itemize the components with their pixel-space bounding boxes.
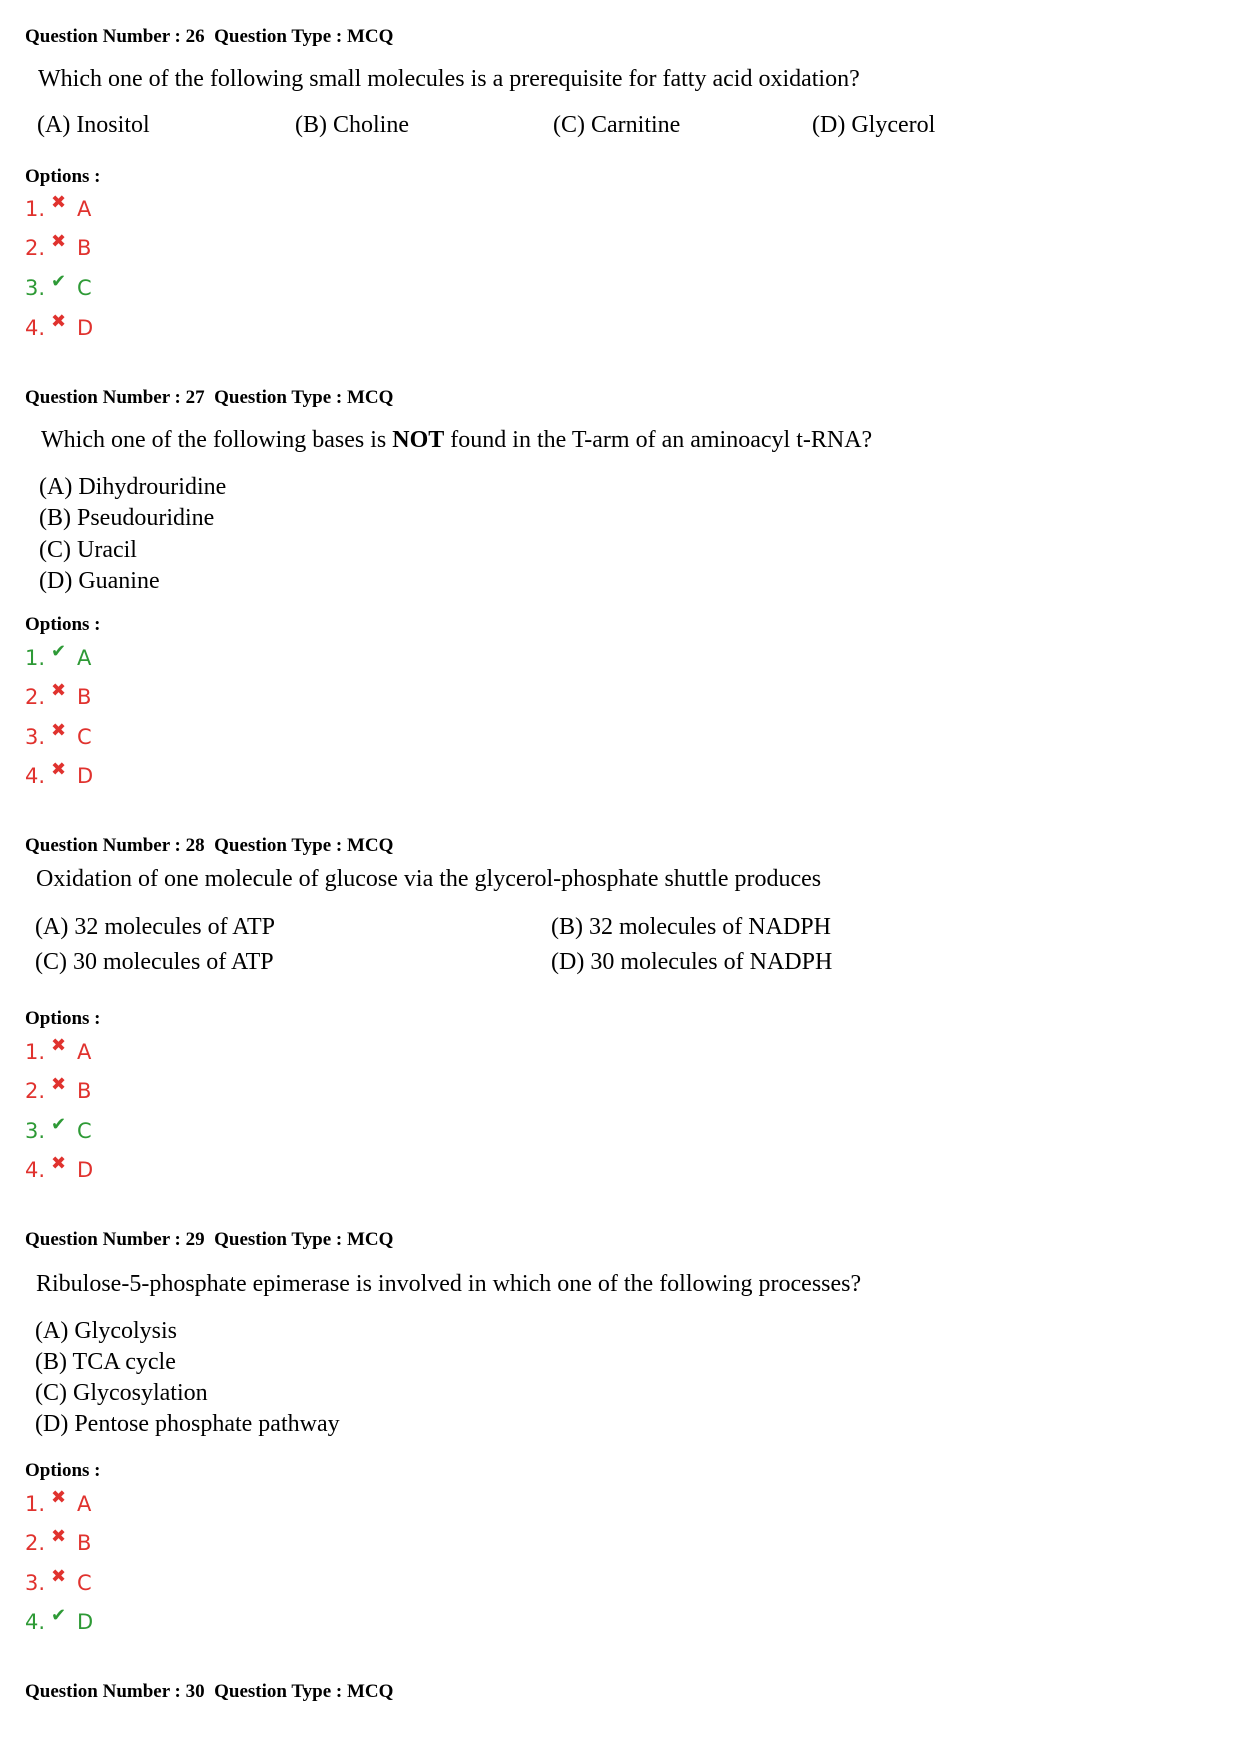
option-number: 1. (25, 197, 46, 221)
question-text-part: Which one of the following bases is (41, 427, 393, 453)
option-number: 3. (25, 276, 46, 300)
choice-b: (B) 32 molecules of NADPH (551, 914, 831, 940)
answer-option (25, 1073, 92, 1106)
option-letter: D (77, 1158, 94, 1182)
answer-option (25, 230, 92, 263)
answer-option (25, 679, 92, 712)
cross-mark-icon: ✖ (51, 1565, 67, 1587)
cross-mark-icon: ✖ (51, 1486, 67, 1508)
option-letter: A (77, 1040, 92, 1064)
cross-mark-icon: ✖ (51, 230, 67, 252)
option-letter: A (77, 1492, 92, 1516)
question-header: Question Number : 28 Question Type : MCQ (25, 835, 394, 856)
answer-option (25, 191, 92, 224)
answer-option-correct (25, 640, 92, 673)
answer-option-correct (25, 1113, 92, 1146)
check-mark-icon: ✔ (51, 1113, 67, 1135)
choice-d: (D) Glycerol (812, 112, 936, 138)
answer-option (25, 758, 94, 791)
question-text-part: found in the T-arm of an aminoacyl t-RNA? (444, 427, 873, 453)
choice-a: (A) 32 molecules of ATP (35, 914, 275, 940)
options-label: Options : (25, 1008, 101, 1029)
answer-option-correct (25, 270, 92, 303)
choice-b: (B) TCA cycle (35, 1349, 176, 1375)
cross-mark-icon: ✖ (51, 1525, 67, 1547)
options-label: Options : (25, 1460, 101, 1481)
choice-d: (D) 30 molecules of NADPH (551, 949, 833, 975)
answer-option (25, 1034, 92, 1067)
option-letter: D (77, 764, 94, 788)
choice-c: (C) Uracil (39, 537, 137, 563)
choice-d: (D) Guanine (39, 568, 160, 594)
question-header: Question Number : 27 Question Type : MCQ (25, 387, 394, 408)
option-number: 3. (25, 1571, 46, 1595)
option-number: 2. (25, 236, 46, 260)
option-number: 1. (25, 646, 46, 670)
cross-mark-icon: ✖ (51, 719, 67, 741)
option-number: 1. (25, 1040, 46, 1064)
answer-option (25, 1525, 92, 1558)
option-number: 1. (25, 1492, 46, 1516)
option-number: 2. (25, 1531, 46, 1555)
option-number: 2. (25, 685, 46, 709)
question-header: Question Number : 26 Question Type : MCQ (25, 26, 394, 47)
option-letter: B (77, 685, 92, 709)
option-letter: C (77, 276, 92, 300)
options-label: Options : (25, 166, 101, 187)
cross-mark-icon: ✖ (51, 758, 67, 780)
question-text: Oxidation of one molecule of glucose via the glycerol-phosphate shuttle produces (36, 866, 822, 892)
cross-mark-icon: ✖ (51, 191, 67, 213)
choice-c: (C) Carnitine (553, 112, 681, 138)
option-number: 4. (25, 316, 46, 340)
choice-b: (B) Choline (295, 112, 409, 138)
option-letter: B (77, 1079, 92, 1103)
check-mark-icon: ✔ (51, 1604, 67, 1626)
option-letter: B (77, 1531, 92, 1555)
question-text: Ribulose-5-phosphate epimerase is involved in which one of the following processes? (36, 1271, 862, 1297)
choice-c: (C) 30 molecules of ATP (35, 949, 274, 975)
option-letter: C (77, 1571, 92, 1595)
option-letter: A (77, 646, 92, 670)
option-letter: D (77, 1610, 94, 1634)
question-header: Question Number : 30 Question Type : MCQ (25, 1681, 394, 1702)
choice-b: (B) Pseudouridine (39, 505, 215, 531)
check-mark-icon: ✔ (51, 270, 67, 292)
option-number: 4. (25, 764, 46, 788)
cross-mark-icon: ✖ (51, 1152, 67, 1174)
check-mark-icon: ✔ (51, 640, 67, 662)
answer-option-correct (25, 1604, 94, 1637)
option-letter: C (77, 725, 92, 749)
cross-mark-icon: ✖ (51, 310, 67, 332)
answer-option (25, 1152, 94, 1185)
option-letter: D (77, 316, 94, 340)
option-number: 3. (25, 1119, 46, 1143)
option-number: 4. (25, 1610, 46, 1634)
answer-option (25, 1486, 92, 1519)
cross-mark-icon: ✖ (51, 679, 67, 701)
answer-option (25, 310, 94, 343)
option-letter: C (77, 1119, 92, 1143)
answer-option (25, 1565, 92, 1598)
options-label: Options : (25, 614, 101, 635)
question-text (41, 427, 872, 454)
cross-mark-icon: ✖ (51, 1034, 67, 1056)
question-text: Which one of the following small molecules is a prerequisite for fatty acid oxidation? (38, 66, 860, 92)
choice-c: (C) Glycosylation (35, 1380, 208, 1406)
option-letter: B (77, 236, 92, 260)
option-number: 4. (25, 1158, 46, 1182)
question-header: Question Number : 29 Question Type : MCQ (25, 1229, 394, 1250)
choice-d: (D) Pentose phosphate pathway (35, 1411, 340, 1437)
choice-a: (A) Dihydrouridine (39, 474, 227, 500)
option-number: 3. (25, 725, 46, 749)
option-number: 2. (25, 1079, 46, 1103)
answer-option (25, 719, 92, 752)
choice-a: (A) Inositol (37, 112, 150, 138)
question-text-emphasis: NOT (392, 427, 445, 453)
choice-a: (A) Glycolysis (35, 1318, 177, 1344)
cross-mark-icon: ✖ (51, 1073, 67, 1095)
option-letter: A (77, 197, 92, 221)
